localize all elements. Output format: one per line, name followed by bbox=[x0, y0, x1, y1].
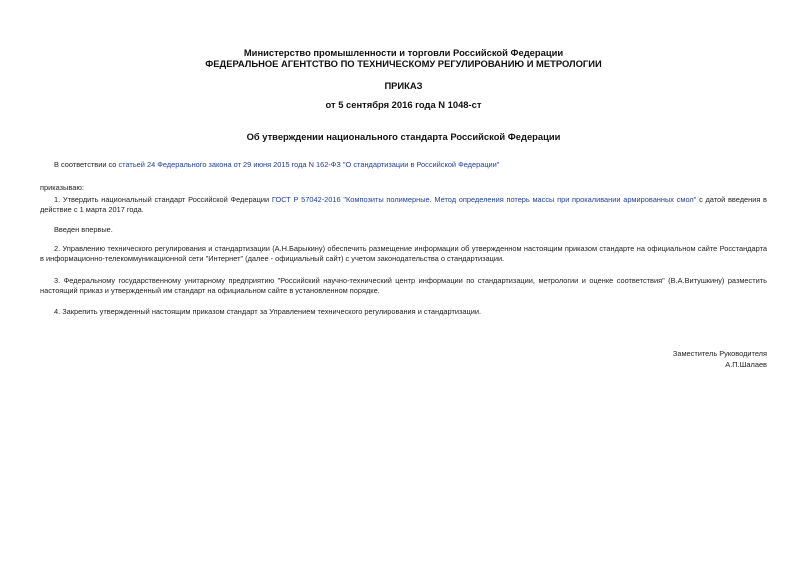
order-item-2: 2. Управлению технического регулирования и стандартизации (А.Н.Барыкину) обеспечить размещение информации об утвержденном настоящим приказом стандарте на официальном сайте Росстандарта в информационно-телекоммуникационной сети "Интернет" (далее - официальный сайт) с учетом законодательства о стандартизации. bbox=[40, 244, 767, 263]
order-item-4: 4. Закрепить утвержденный настоящим приказом стандарт за Управлением технического регулирования и стандартизации. bbox=[54, 307, 482, 316]
order-item-1 bbox=[40, 195, 767, 215]
orders-word: приказываю: bbox=[40, 183, 84, 192]
document-title: Об утверждении национального стандарта Российской Федерации bbox=[246, 131, 561, 142]
signatory-position: Заместитель Руководителя bbox=[672, 349, 767, 358]
basis-paragraph bbox=[40, 160, 767, 170]
standard-title-link[interactable]: "Композиты полимерные. Метод определения потерь массы при прокаливании армированных смол" bbox=[343, 195, 697, 204]
document-type: ПРИКАЗ bbox=[384, 80, 423, 91]
item1-prefix: 1. Утвердить национальный стандарт Российской Федерации bbox=[54, 195, 272, 204]
law-article-link[interactable]: статьей 24 Федерального закона от 29 июня 2015 года N 162-ФЗ bbox=[118, 160, 341, 169]
signatory-name: А.П.Шалаев bbox=[725, 360, 767, 369]
standard-number-link[interactable]: ГОСТ Р 57042-2016 bbox=[271, 195, 341, 204]
introduced-note: Введен впервые. bbox=[54, 225, 113, 234]
law-title-link[interactable]: "О стандартизации в Российской Федерации" bbox=[342, 160, 500, 169]
document-header bbox=[0, 47, 807, 69]
order-item-3: 3. Федеральному государственному унитарному предприятию "Российский научно-технический центр информации по стандартизации, метрологии и оценке соответствия" (В.А.Витушкину) разместить настоящий приказ и утвержденный им стандарт на официальном сайте в установленном порядке. bbox=[40, 276, 767, 295]
document-date-number: от 5 сентября 2016 года N 1048-ст bbox=[325, 99, 482, 110]
agency-name: ФЕДЕРАЛЬНОЕ АГЕНТСТВО ПО ТЕХНИЧЕСКОМУ РЕГУЛИРОВАНИЮ И МЕТРОЛОГИИ bbox=[205, 58, 602, 69]
ministry-name: Министерство промышленности и торговли Российской Федерации bbox=[243, 47, 564, 58]
item1-suffix: с датой введения в действие с 1 марта 2017 года. bbox=[40, 195, 767, 214]
basis-prefix: В соответствии со bbox=[54, 160, 119, 169]
